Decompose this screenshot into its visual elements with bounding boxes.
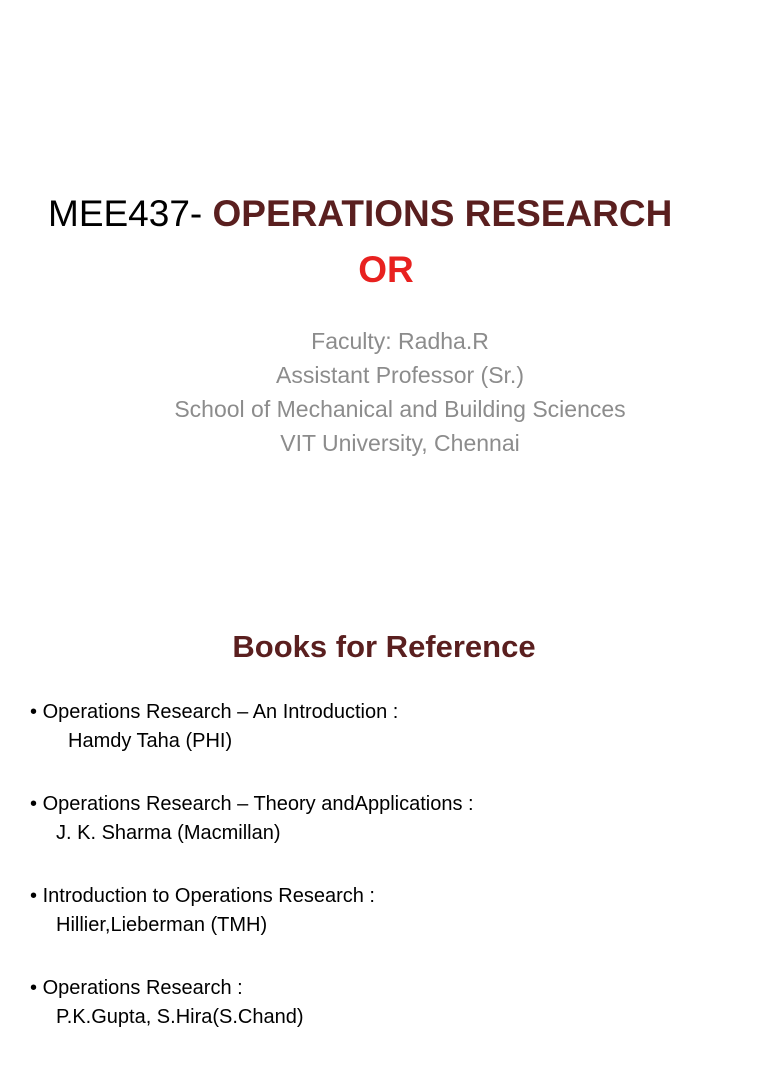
book-author: J. K. Sharma (Macmillan) [56,822,281,844]
books-heading: Books for Reference [232,629,536,664]
faculty-university: VIT University, Chennai [280,430,520,456]
course-abbreviation: OR [358,249,414,290]
faculty-school: School of Mechanical and Building Sciences [174,396,626,422]
book-item [30,698,750,756]
book-title: Operations Research : [42,977,243,999]
bullet-icon: • [30,885,38,907]
course-title [48,190,672,238]
faculty-info [0,324,768,460]
book-author: Hamdy Taha (PHI) [68,730,233,752]
course-name: OPERATIONS RESEARCH [212,193,673,234]
book-title: Operations Research – An Introduction : [42,701,399,723]
bullet-icon: • [30,977,38,999]
book-title: Introduction to Operations Research : [42,885,375,907]
book-item [30,974,750,1032]
book-author: Hillier,Lieberman (TMH) [56,914,268,936]
book-item [30,790,750,848]
bullet-icon: • [30,793,38,815]
book-title: Operations Research – Theory andApplications : [42,793,474,815]
course-code: MEE437- [48,193,213,234]
faculty-name: Faculty: Radha.R [311,328,489,354]
book-list [30,698,750,1066]
book-item [30,882,750,940]
bullet-icon: • [30,701,38,723]
book-author: P.K.Gupta, S.Hira(S.Chand) [56,1006,304,1028]
faculty-designation: Assistant Professor (Sr.) [276,362,524,388]
